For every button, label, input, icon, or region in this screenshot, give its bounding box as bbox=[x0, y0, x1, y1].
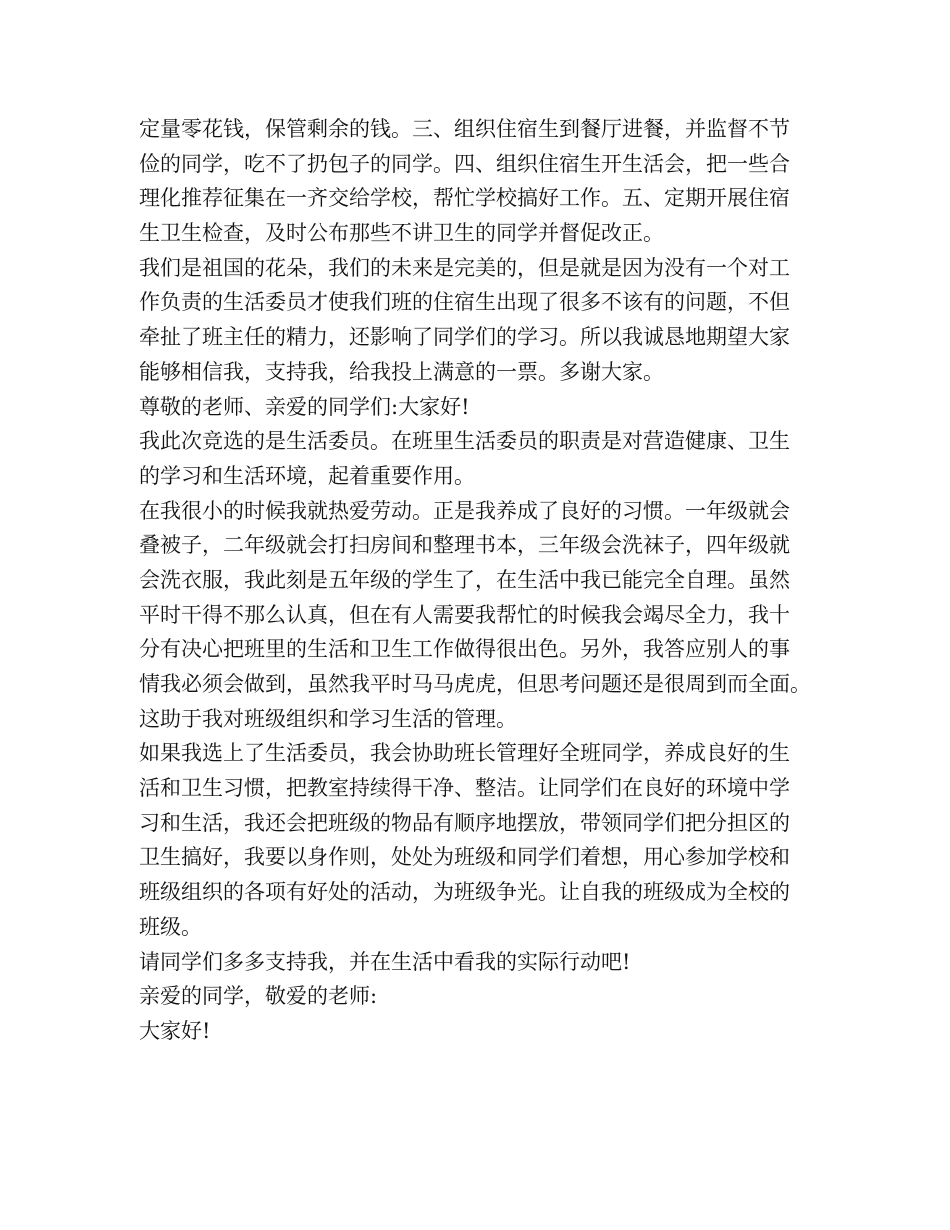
text-line: 俭的同学，吃不了扔包子的同学。四、组织住宿生开生活会，把一些合 bbox=[139, 151, 790, 176]
text-line: 卫生搞好，我要以身作则，处处为班级和同学们着想，用心参加学校和 bbox=[139, 845, 790, 870]
text-line: 这助于我对班级组织和学习生活的管理。 bbox=[139, 706, 517, 731]
text-line: 理化推荐征集在一齐交给学校，帮忙学校搞好工作。五、定期开展住宿 bbox=[139, 186, 790, 211]
text-line: 我们是祖国的花朵，我们的未来是完美的，但是就是因为没有一个对工 bbox=[139, 255, 790, 280]
text-line: 情我必须会做到，虽然我平时马马虎虎，但思考问题还是很周到而全面。 bbox=[139, 672, 811, 696]
text-line: 生卫生检查，及时公布那些不讲卫生的同学并督促改正。 bbox=[139, 221, 664, 246]
text-line: 如果我选上了生活委员，我会协助班长管理好全班同学，养成良好的生 bbox=[139, 741, 790, 766]
greeting-line: 亲爱的同学，敬爱的老师: bbox=[139, 984, 378, 1009]
text-line: 定量零花钱，保管剩余的钱。三、组织住宿生到餐厅进餐，并监督不节 bbox=[139, 117, 790, 141]
text-line: 我此次竞选的是生活委员。在班里生活委员的职责是对营造健康、卫生 bbox=[139, 429, 790, 454]
text-line: 请同学们多多支持我，并在生活中看我的实际行动吧! bbox=[139, 949, 631, 974]
text-line: 习和生活，我还会把班级的物品有顺序地摆放，带领同学们把分担区的 bbox=[139, 810, 790, 835]
document-body bbox=[139, 112, 829, 1049]
text-line: 班级。 bbox=[139, 914, 202, 939]
text-line: 的学习和生活环境，起着重要作用。 bbox=[139, 463, 475, 488]
text-line: 平时干得不那么认真，但在有人需要我帮忙的时候我会竭尽全力，我十 bbox=[139, 602, 790, 627]
text-line: 会洗衣服，我此刻是五年级的学生了，在生活中我已能完全自理。虽然 bbox=[139, 567, 790, 592]
text-line: 作负责的生活委员才使我们班的住宿生出现了很多不该有的问题，不但 bbox=[139, 290, 790, 315]
text-line: 活和卫生习惯，把教室持续得干净、整洁。让同学们在良好的环境中学 bbox=[139, 776, 790, 801]
text-line: 叠被子，二年级就会打扫房间和整理书本，三年级会洗袜子，四年级就 bbox=[139, 533, 790, 558]
greeting-line: 尊敬的老师、亲爱的同学们:大家好! bbox=[139, 394, 470, 419]
text-line: 牵扯了班主任的精力，还影响了同学们的学习。所以我诚恳地期望大家 bbox=[139, 325, 790, 350]
text-line: 能够相信我，支持我，给我投上满意的一票。多谢大家。 bbox=[139, 359, 664, 384]
text-line: 分有决心把班里的生活和卫生工作做得很出色。另外，我答应别人的事 bbox=[139, 637, 790, 662]
greeting-line: 大家好! bbox=[139, 1018, 211, 1043]
text-line: 班级组织的各项有好处的活动，为班级争光。让自我的班级成为全校的 bbox=[139, 880, 790, 905]
text-line: 在我很小的时候我就热爱劳动。正是我养成了良好的习惯。一年级就会 bbox=[139, 498, 790, 523]
